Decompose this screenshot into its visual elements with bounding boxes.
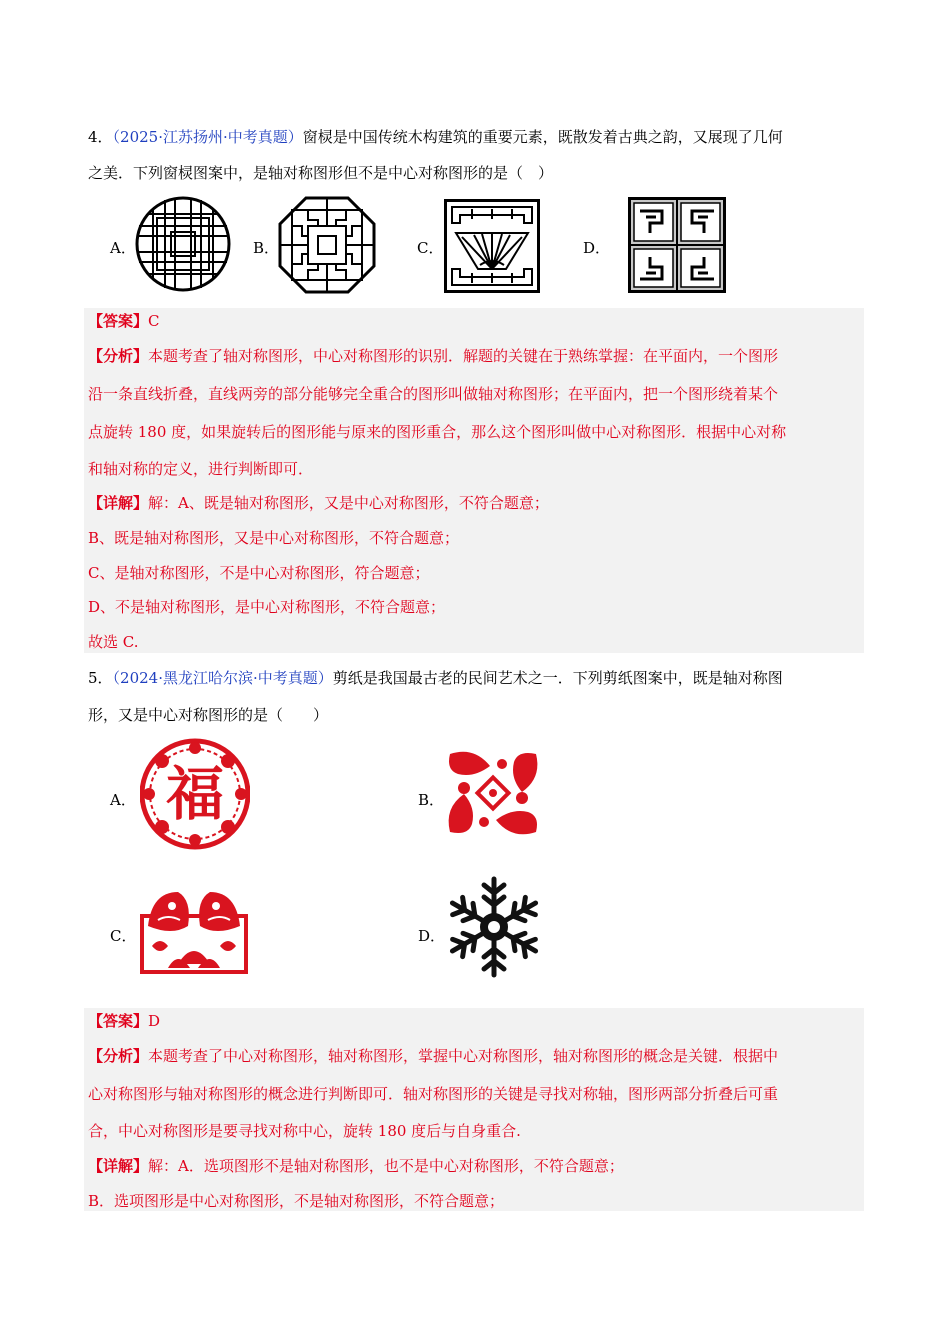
q4-detail-line-2: B、既是轴对称图形，又是中心对称图形，不符合题意； (88, 529, 460, 547)
q5-option-c-label: C． (110, 927, 137, 945)
q4-analysis-line-1 (88, 346, 778, 366)
q5-answer-line (88, 1011, 160, 1031)
q5-number: 5． (88, 669, 113, 687)
q4-answer-line (88, 311, 160, 331)
q4-analysis-text-1: 本题考查了轴对称图形，中心对称图形的识别．解题的关键在于熟练掌握：在平面内，一个图形 (148, 347, 779, 365)
q5-detail-line-2: B．选项图形是中心对称图形，不是轴对称图形，不符合题意； (88, 1192, 505, 1210)
q5-answer-value: D (148, 1012, 161, 1030)
q5-answer-tag: 【答案】 (88, 1012, 149, 1030)
q4-text-1: 窗棂是中国传统木构建筑的重要元素，既散发着古典之韵，又展现了几何 (302, 128, 783, 146)
q5-papercut-fu-figure (140, 738, 250, 850)
q4-detail-text-1: 解：A、既是轴对称图形，又是中心对称图形，不符合题意； (148, 494, 549, 512)
q5-stem-line-1 (88, 668, 783, 688)
q4-analysis-line-3: 点旋转 180 度，如果旋转后的图形能与原来的图形重合，那么这个图形叫做中心对称图形．根据中心对称 (88, 423, 787, 441)
q4-option-c-label: C． (417, 239, 444, 257)
q4-source: （2025·江苏扬州·中考真题） (112, 128, 303, 146)
q5-analysis-line-2: 心对称图形与轴对称图形的概念进行判断即可．轴对称图形的关键是寻找对称轴，图形两部分折叠后可重 (88, 1085, 779, 1103)
q4-detail-line-5: 故选 C. (88, 633, 139, 651)
q5-analysis-tag: 【分析】 (88, 1047, 149, 1065)
q5-stem-line-2: 形，又是中心对称图形的是（ ） (88, 706, 329, 724)
q5-analysis-line-1 (88, 1046, 778, 1066)
q5-snowflake-figure (444, 875, 544, 979)
q5-papercut-fish-pinwheel-figure (444, 748, 542, 838)
q4-window-octagon-lattice-figure (278, 196, 376, 294)
q5-detail-text-1: 解：A．选项图形不是轴对称图形，也不是中心对称图形，不符合题意； (148, 1157, 624, 1175)
q4-detail-line-1 (88, 493, 549, 513)
q5-detail-line-1 (88, 1156, 624, 1176)
q5-answer-panel (84, 1008, 864, 1211)
q5-source: （2024·黑龙江哈尔滨·中考真题） (112, 669, 333, 687)
q5-analysis-line-3: 合，中心对称图形是要寻找对称中心，旋转 180 度后与自身重合. (88, 1122, 521, 1140)
q4-stem-line-1 (88, 127, 783, 147)
q5-fu-character: 福 (165, 760, 225, 828)
q4-option-b-label: B． (253, 239, 280, 257)
q5-option-d-label: D． (418, 927, 446, 945)
q4-detail-line-4: D、不是轴对称图形，是中心对称图形，不符合题意； (88, 598, 446, 616)
q5-text-1: 剪纸是我国最古老的民间艺术之一．下列剪纸图案中，既是轴对称图 (332, 669, 783, 687)
q4-window-fan-lattice-figure (444, 199, 540, 293)
q5-option-a-label: A． (110, 791, 136, 809)
q4-option-a-label: A． (110, 239, 136, 257)
q5-detail-tag: 【详解】 (88, 1157, 149, 1175)
q4-answer-value: C (148, 312, 160, 330)
q4-window-round-lattice-figure (135, 196, 231, 292)
q4-stem-line-2: 之美．下列窗棂图案中，是轴对称图形但不是中心对称图形的是（ ） (88, 164, 554, 182)
q4-detail-line-3: C、是轴对称图形，不是中心对称图形，符合题意； (88, 564, 430, 582)
q4-analysis-line-2: 沿一条直线折叠，直线两旁的部分能够完全重合的图形叫做轴对称图形；在平面内，把一个图形绕着某个 (88, 385, 779, 403)
q5-analysis-text-1: 本题考查了中心对称图形，轴对称图形，掌握中心对称图形，轴对称图形的概念是关键．根据中 (148, 1047, 779, 1065)
q4-window-square-meander-figure (628, 197, 726, 293)
q5-papercut-twin-fish-lotus-figure (138, 886, 250, 976)
q5-option-b-label: B． (418, 791, 445, 809)
q4-option-d-label: D． (583, 239, 611, 257)
q4-analysis-line-4: 和轴对称的定义，进行判断即可． (88, 460, 314, 478)
q4-number: 4． (88, 128, 113, 146)
q4-answer-tag: 【答案】 (88, 312, 149, 330)
q4-analysis-tag: 【分析】 (88, 347, 149, 365)
q4-detail-tag: 【详解】 (88, 494, 149, 512)
